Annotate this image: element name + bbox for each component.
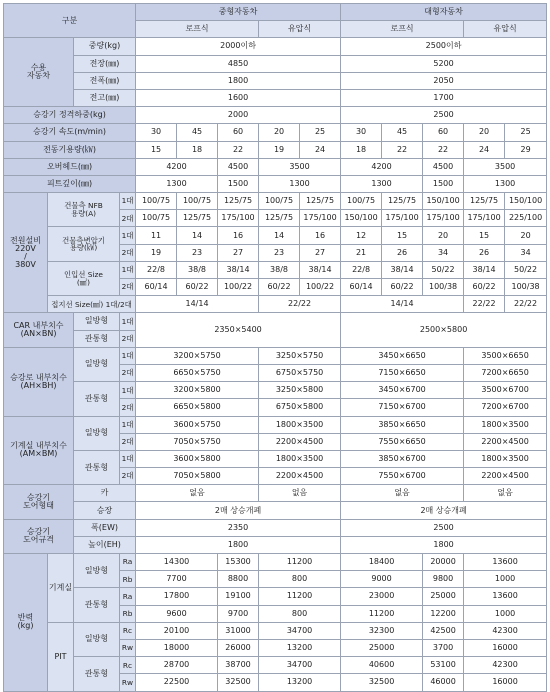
single-type-label: 일방형: [74, 416, 120, 450]
transformer-value: 14: [259, 227, 300, 244]
single-type-label: 일방형: [74, 347, 120, 381]
hoistway-value: 3500×6650: [464, 347, 547, 364]
transformer-value: 27: [218, 244, 259, 261]
transformer-value: 23: [259, 244, 300, 261]
reaction-value: 20100: [136, 622, 218, 639]
reaction-value: 13600: [464, 554, 547, 571]
hoistway-value: 7150×6650: [341, 364, 464, 381]
ground-value: 14/14: [341, 296, 464, 313]
header-large-hydraulic: 유압식: [464, 21, 547, 38]
reaction-value: 20000: [423, 554, 464, 571]
pit-depth-label: 피트깊이(㎜): [4, 175, 136, 192]
ground-wire-label: 접지선 Size(㎟) 1대/2대: [48, 296, 136, 313]
motor-value: 24: [300, 141, 341, 158]
nfb-value: 175/100: [382, 210, 423, 227]
machine-room-value: 2200×4500: [464, 433, 547, 450]
reaction-value: 16000: [464, 674, 547, 691]
speed-value: 45: [177, 124, 218, 141]
pit-depth-value: 1300: [341, 175, 423, 192]
nfb-value: 100/75: [136, 210, 177, 227]
transformer-value: 20: [423, 227, 464, 244]
length-medium: 4850: [136, 55, 341, 72]
pit-depth-value: 1300: [464, 175, 547, 192]
transformer-value: 12: [341, 227, 382, 244]
pit-label: PIT: [48, 622, 74, 691]
cable-size-label: 인입선 Size (㎟): [48, 261, 120, 295]
cable-value: 22/8: [136, 261, 177, 278]
width-large: 2050: [341, 72, 547, 89]
speed-value: 25: [505, 124, 547, 141]
reaction-value: 40600: [341, 657, 423, 674]
transformer-value: 26: [464, 244, 505, 261]
door-height-label: 높이(EH): [74, 536, 136, 553]
machine-room-value: 3600×5800: [136, 450, 259, 467]
reaction-code: Rw: [120, 639, 136, 656]
reaction-code: Rb: [120, 605, 136, 622]
door-height-medium: 1800: [136, 536, 341, 553]
nfb-value: 100/75: [177, 193, 218, 210]
cable-value: 38/14: [464, 261, 505, 278]
unit-label: 2대: [120, 279, 136, 296]
cable-value: 50/22: [505, 261, 547, 278]
transformer-value: 27: [300, 244, 341, 261]
machine-room-value: 2200×4500: [259, 468, 341, 485]
weight-label: 중량(kg): [74, 38, 136, 55]
speed-value: 20: [259, 124, 300, 141]
weight-large: 2500이하: [341, 38, 547, 55]
machine-room-value: 3600×5750: [136, 416, 259, 433]
transformer-value: 21: [341, 244, 382, 261]
hoistway-value: 3450×6650: [341, 347, 464, 364]
reaction-value: 9700: [218, 605, 259, 622]
reaction-value: 7700: [136, 571, 218, 588]
unit-label: 1대: [120, 261, 136, 278]
reaction-code: Rc: [120, 622, 136, 639]
cable-value: 38/14: [218, 261, 259, 278]
reaction-code: Rc: [120, 657, 136, 674]
door-type-label: 승강기 도어형태: [4, 485, 74, 519]
nfb-value: 100/75: [259, 193, 300, 210]
hoistway-dimension-label: 승강로 내부치수 (AH×BH): [4, 347, 74, 416]
motor-value: 18: [341, 141, 382, 158]
reaction-value: 800: [259, 571, 341, 588]
nfb-value: 150/100: [505, 193, 547, 210]
cable-value: 38/14: [300, 261, 341, 278]
reaction-value: 12200: [423, 605, 464, 622]
unit-label: 1대: [120, 450, 136, 467]
height-large: 1700: [341, 89, 547, 106]
header-gubun: 구분: [4, 4, 136, 38]
cable-value: 50/22: [423, 261, 464, 278]
hoistway-value: 7200×6700: [464, 399, 547, 416]
nfb-value: 175/100: [218, 210, 259, 227]
reaction-value: 34700: [259, 657, 341, 674]
unit-label: 1대: [120, 193, 136, 210]
car-dimension-label: CAR 내부치수 (AN×BN): [4, 313, 74, 347]
cable-value: 38/14: [382, 261, 423, 278]
nfb-value: 150/100: [341, 210, 382, 227]
transformer-value: 34: [423, 244, 464, 261]
machine-room-label: 기계실: [48, 554, 74, 623]
reaction-value: 22500: [136, 674, 218, 691]
unit-label: 1대: [120, 382, 136, 399]
unit-label: 1대: [120, 416, 136, 433]
speed-value: 30: [136, 124, 177, 141]
through-type-label: 관통형: [74, 588, 120, 622]
reaction-value: 15300: [218, 554, 259, 571]
door-landing-large: 2매 상승개폐: [341, 502, 547, 519]
reaction-value: 32500: [341, 674, 423, 691]
height-medium: 1600: [136, 89, 341, 106]
through-type-label: 관통형: [74, 657, 120, 691]
spec-table-container: [3, 3, 547, 687]
hoistway-value: 6650×5750: [136, 364, 259, 381]
door-width-medium: 2350: [136, 519, 341, 536]
speed-label: 승강기 속도(m/min): [4, 124, 136, 141]
overhead-value: 3500: [464, 158, 547, 175]
overhead-value: 3500: [259, 158, 341, 175]
machine-room-value: 2200×4500: [464, 468, 547, 485]
machine-room-value: 7050×5800: [136, 468, 259, 485]
transformer-value: 20: [505, 227, 547, 244]
machine-room-value: 3850×6700: [341, 450, 464, 467]
length-large: 5200: [341, 55, 547, 72]
machine-room-value: 2200×4500: [259, 433, 341, 450]
reaction-value: 3700: [423, 639, 464, 656]
cable-value: 60/14: [341, 279, 382, 296]
reaction-code: Rb: [120, 571, 136, 588]
machine-room-dimension-label: 기계실 내부치수 (AM×BM): [4, 416, 74, 485]
hoistway-value: 3250×5750: [259, 347, 341, 364]
car-dimension-large: 2500×5800: [341, 313, 547, 347]
reaction-value: 26000: [218, 639, 259, 656]
header-medium-vehicle: 중형자동차: [136, 4, 341, 21]
reaction-value: 11200: [259, 588, 341, 605]
reaction-value: 9600: [136, 605, 218, 622]
machine-room-value: 7550×6650: [341, 433, 464, 450]
nfb-value: 150/100: [423, 193, 464, 210]
transformer-value: 15: [382, 227, 423, 244]
door-car-value: 없음: [341, 485, 464, 502]
header-medium-rope: 로프식: [136, 21, 259, 38]
transformer-value: 16: [300, 227, 341, 244]
reaction-value: 13600: [464, 588, 547, 605]
reaction-value: 42300: [464, 622, 547, 639]
reaction-value: 42500: [423, 622, 464, 639]
transformer-value: 23: [177, 244, 218, 261]
motor-value: 22: [382, 141, 423, 158]
reaction-value: 18400: [341, 554, 423, 571]
unit-label: 2대: [120, 468, 136, 485]
motor-value: 29: [505, 141, 547, 158]
ground-value: 22/22: [259, 296, 341, 313]
transformer-value: 15: [464, 227, 505, 244]
overhead-value: 4500: [423, 158, 464, 175]
speed-value: 30: [341, 124, 382, 141]
hoistway-value: 7200×6650: [464, 364, 547, 381]
parking-elevator-spec-table: [3, 3, 547, 692]
hoistway-value: 3200×5750: [136, 347, 259, 364]
reaction-value: 32300: [341, 622, 423, 639]
cable-value: 22/8: [341, 261, 382, 278]
nfb-value: 125/75: [218, 193, 259, 210]
pit-depth-value: 1300: [259, 175, 341, 192]
cable-value: 60/22: [382, 279, 423, 296]
rated-load-large: 2500: [341, 107, 547, 124]
reaction-value: 38700: [218, 657, 259, 674]
through-type-label: 관통형: [74, 330, 120, 347]
nfb-value: 225/100: [505, 210, 547, 227]
reaction-value: 31000: [218, 622, 259, 639]
single-type-label: 일방형: [74, 313, 120, 330]
reaction-value: 9800: [423, 571, 464, 588]
rated-load-label: 승강기 정격하중(kg): [4, 107, 136, 124]
motor-label: 전동기용량(㎾): [4, 141, 136, 158]
hoistway-value: 6750×5750: [259, 364, 341, 381]
pit-depth-value: 1500: [423, 175, 464, 192]
motor-value: 24: [464, 141, 505, 158]
transformer-value: 26: [382, 244, 423, 261]
reaction-value: 28700: [136, 657, 218, 674]
nfb-value: 175/100: [423, 210, 464, 227]
reaction-value: 1000: [464, 605, 547, 622]
nfb-value: 125/75: [382, 193, 423, 210]
reaction-force-label: 반력 (kg): [4, 554, 48, 692]
transformer-value: 11: [136, 227, 177, 244]
hoistway-value: 3450×6700: [341, 382, 464, 399]
overhead-value: 4200: [341, 158, 423, 175]
nfb-value: 125/75: [300, 193, 341, 210]
machine-room-value: 3850×6650: [341, 416, 464, 433]
header-medium-hydraulic: 유압식: [259, 21, 341, 38]
door-height-large: 1800: [341, 536, 547, 553]
cable-value: 100/22: [300, 279, 341, 296]
reaction-value: 42300: [464, 657, 547, 674]
nfb-label: 건물측 NFB 용량(A): [48, 193, 120, 227]
reaction-value: 53100: [423, 657, 464, 674]
cable-value: 38/8: [259, 261, 300, 278]
hoistway-value: 3200×5800: [136, 382, 259, 399]
speed-value: 60: [423, 124, 464, 141]
transformer-value: 14: [177, 227, 218, 244]
cable-value: 60/22: [177, 279, 218, 296]
door-car-value: 없음: [259, 485, 341, 502]
unit-label: 2대: [120, 399, 136, 416]
nfb-value: 125/75: [464, 193, 505, 210]
overhead-value: 4500: [218, 158, 259, 175]
machine-room-value: 1800×3500: [464, 450, 547, 467]
door-size-label: 승강기 도어규격: [4, 519, 74, 553]
reaction-value: 46000: [423, 674, 464, 691]
unit-label: 2대: [120, 244, 136, 261]
door-landing-label: 승장: [74, 502, 136, 519]
rated-load-medium: 2000: [136, 107, 341, 124]
unit-label: 2대: [120, 330, 136, 347]
reaction-value: 8800: [218, 571, 259, 588]
single-type-label: 일방형: [74, 622, 120, 656]
machine-room-value: 7050×5750: [136, 433, 259, 450]
cable-value: 60/14: [136, 279, 177, 296]
door-width-label: 폭(EW): [74, 519, 136, 536]
reaction-value: 11200: [259, 554, 341, 571]
reaction-value: 1000: [464, 571, 547, 588]
pit-depth-value: 1500: [218, 175, 259, 192]
door-width-large: 2500: [341, 519, 547, 536]
width-medium: 1800: [136, 72, 341, 89]
hoistway-value: 3250×5800: [259, 382, 341, 399]
nfb-value: 125/75: [259, 210, 300, 227]
door-landing-medium: 2매 상승개폐: [136, 502, 341, 519]
hoistway-value: 7150×6700: [341, 399, 464, 416]
nfb-value: 175/100: [300, 210, 341, 227]
motor-value: 22: [218, 141, 259, 158]
pit-depth-value: 1300: [136, 175, 218, 192]
reaction-value: 800: [259, 605, 341, 622]
unit-label: 1대: [120, 313, 136, 330]
motor-value: 22: [423, 141, 464, 158]
cable-value: 38/8: [177, 261, 218, 278]
ground-value: 22/22: [505, 296, 547, 313]
nfb-value: 100/75: [136, 193, 177, 210]
reaction-value: 25000: [341, 639, 423, 656]
reaction-value: 32500: [218, 674, 259, 691]
speed-value: 20: [464, 124, 505, 141]
reaction-value: 13200: [259, 674, 341, 691]
machine-room-value: 7550×6700: [341, 468, 464, 485]
hoistway-value: 6650×5800: [136, 399, 259, 416]
nfb-value: 100/75: [341, 193, 382, 210]
reaction-value: 34700: [259, 622, 341, 639]
reaction-value: 14300: [136, 554, 218, 571]
length-label: 전장(㎜): [74, 55, 136, 72]
motor-value: 19: [259, 141, 300, 158]
reaction-code: Ra: [120, 554, 136, 571]
transformer-value: 19: [136, 244, 177, 261]
nfb-value: 175/100: [464, 210, 505, 227]
cable-value: 100/38: [505, 279, 547, 296]
unit-label: 1대: [120, 347, 136, 364]
reaction-value: 19100: [218, 588, 259, 605]
reaction-code: Rw: [120, 674, 136, 691]
unit-label: 1대: [120, 227, 136, 244]
ground-value: 14/14: [136, 296, 259, 313]
reaction-value: 11200: [341, 605, 423, 622]
reaction-value: 18000: [136, 639, 218, 656]
motor-value: 15: [136, 141, 177, 158]
transformer-label: 건물측변압기 용량(㎾): [48, 227, 120, 261]
car-dimension-medium: 2350×5400: [136, 313, 341, 347]
machine-room-value: 1800×3500: [464, 416, 547, 433]
speed-value: 45: [382, 124, 423, 141]
height-label: 전고(㎜): [74, 89, 136, 106]
reaction-value: 9000: [341, 571, 423, 588]
door-car-value: 없음: [464, 485, 547, 502]
through-type-label: 관통형: [74, 450, 120, 484]
header-large-rope: 로프식: [341, 21, 464, 38]
cable-value: 100/38: [423, 279, 464, 296]
machine-room-value: 1800×3500: [259, 450, 341, 467]
unit-label: 2대: [120, 433, 136, 450]
reaction-value: 16000: [464, 639, 547, 656]
cable-value: 100/22: [218, 279, 259, 296]
speed-value: 60: [218, 124, 259, 141]
hoistway-value: 6750×5800: [259, 399, 341, 416]
door-car-label: 카: [74, 485, 136, 502]
nfb-value: 125/75: [177, 210, 218, 227]
through-type-label: 관통형: [74, 382, 120, 416]
door-car-value: 없음: [136, 485, 259, 502]
cable-value: 60/22: [259, 279, 300, 296]
motor-value: 18: [177, 141, 218, 158]
unit-label: 2대: [120, 364, 136, 381]
weight-medium: 2000이하: [136, 38, 341, 55]
machine-room-value: 1800×3500: [259, 416, 341, 433]
single-type-label: 일방형: [74, 554, 120, 588]
power-group-label: 전원설비 220V / 380V: [4, 193, 48, 313]
cable-value: 60/22: [464, 279, 505, 296]
transformer-value: 16: [218, 227, 259, 244]
ground-value: 22/22: [464, 296, 505, 313]
reaction-value: 17800: [136, 588, 218, 605]
reaction-code: Ra: [120, 588, 136, 605]
transformer-value: 34: [505, 244, 547, 261]
reaction-value: 13200: [259, 639, 341, 656]
vehicle-group-label: 수용 자동차: [4, 38, 74, 107]
width-label: 전폭(㎜): [74, 72, 136, 89]
reaction-value: 25000: [423, 588, 464, 605]
hoistway-value: 3500×6700: [464, 382, 547, 399]
speed-value: 25: [300, 124, 341, 141]
header-large-vehicle: 대형자동차: [341, 4, 547, 21]
reaction-value: 23000: [341, 588, 423, 605]
overhead-value: 4200: [136, 158, 218, 175]
unit-label: 2대: [120, 210, 136, 227]
overhead-label: 오버헤드(㎜): [4, 158, 136, 175]
